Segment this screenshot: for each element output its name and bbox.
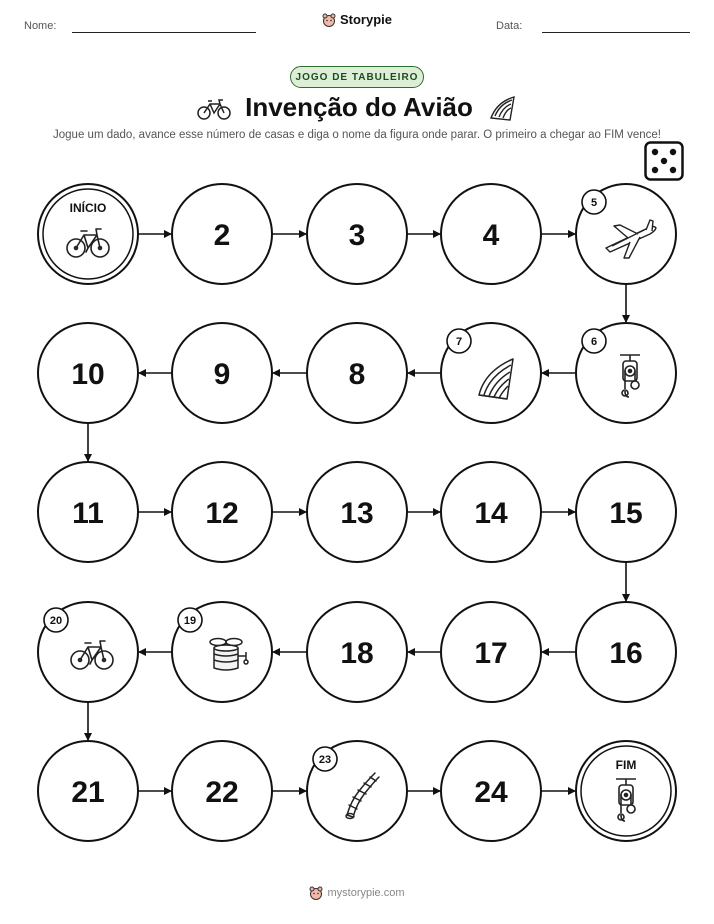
space-number: 21 — [71, 776, 105, 809]
space-number: 10 — [71, 358, 105, 391]
footer-url: mystorypie.com — [327, 887, 405, 899]
space-number: 12 — [205, 497, 239, 530]
board-space-12 — [172, 462, 272, 562]
footer — [0, 886, 714, 900]
space-number: 6 — [590, 336, 598, 348]
space-number: 22 — [205, 776, 239, 809]
board-space-22 — [172, 741, 272, 841]
start-label: INÍCIO — [69, 201, 107, 215]
name-label: Nome: — [24, 20, 57, 32]
space-number: 18 — [340, 637, 374, 670]
space-number: 16 — [609, 637, 643, 670]
mascot-icon — [309, 886, 323, 900]
space-number: 19 — [183, 615, 197, 627]
space-number: 11 — [72, 497, 104, 530]
board-space-17 — [441, 602, 541, 702]
board-space-5 — [576, 184, 676, 284]
board-space-6 — [576, 323, 676, 423]
brand-name: Storypie — [339, 12, 392, 27]
board-space-14 — [441, 462, 541, 562]
board-space-15 — [576, 462, 676, 562]
board-space-9 — [172, 323, 272, 423]
board-space-16 — [576, 602, 676, 702]
finish-label: FIM — [615, 758, 637, 772]
space-number: 24 — [474, 776, 508, 809]
title-text: Invenção do Avião — [245, 92, 473, 122]
dice-five-icon — [644, 141, 684, 181]
board-space-18 — [307, 602, 407, 702]
space-number: 17 — [474, 637, 508, 670]
space-number: 8 — [348, 358, 366, 391]
board-space-25 — [576, 741, 676, 841]
board-space-1 — [38, 184, 138, 284]
board-space-23 — [307, 741, 407, 841]
space-number: 20 — [49, 615, 63, 627]
board-space-11 — [38, 462, 138, 562]
space-number: 7 — [455, 336, 463, 348]
space-number: 15 — [609, 497, 643, 530]
board-spaces — [38, 184, 676, 841]
space-number: 9 — [213, 358, 231, 391]
space-number: 5 — [590, 197, 598, 209]
board-space-8 — [307, 323, 407, 423]
space-number: 13 — [340, 497, 374, 530]
game-type-badge: JOGO DE TABULEIRO — [290, 66, 424, 88]
board-space-4 — [441, 184, 541, 284]
space-number: 14 — [474, 497, 508, 530]
board-space-21 — [38, 741, 138, 841]
board-space-10 — [38, 323, 138, 423]
board-space-7 — [441, 323, 541, 423]
board-space-20 — [38, 602, 138, 702]
board-space-19 — [172, 602, 272, 702]
board-space-13 — [307, 462, 407, 562]
space-number: 2 — [213, 219, 231, 252]
space-number: 4 — [482, 219, 500, 252]
space-number: 3 — [348, 219, 366, 252]
space-number: 23 — [318, 754, 332, 766]
board-space-24 — [441, 741, 541, 841]
instructions: Jogue um dado, avance esse número de casas e diga o nome da figura onde parar. O primeiro a chegar ao FIM vence! — [53, 129, 661, 141]
board-space-3 — [307, 184, 407, 284]
board-space-2 — [172, 184, 272, 284]
date-label: Data: — [496, 20, 523, 32]
